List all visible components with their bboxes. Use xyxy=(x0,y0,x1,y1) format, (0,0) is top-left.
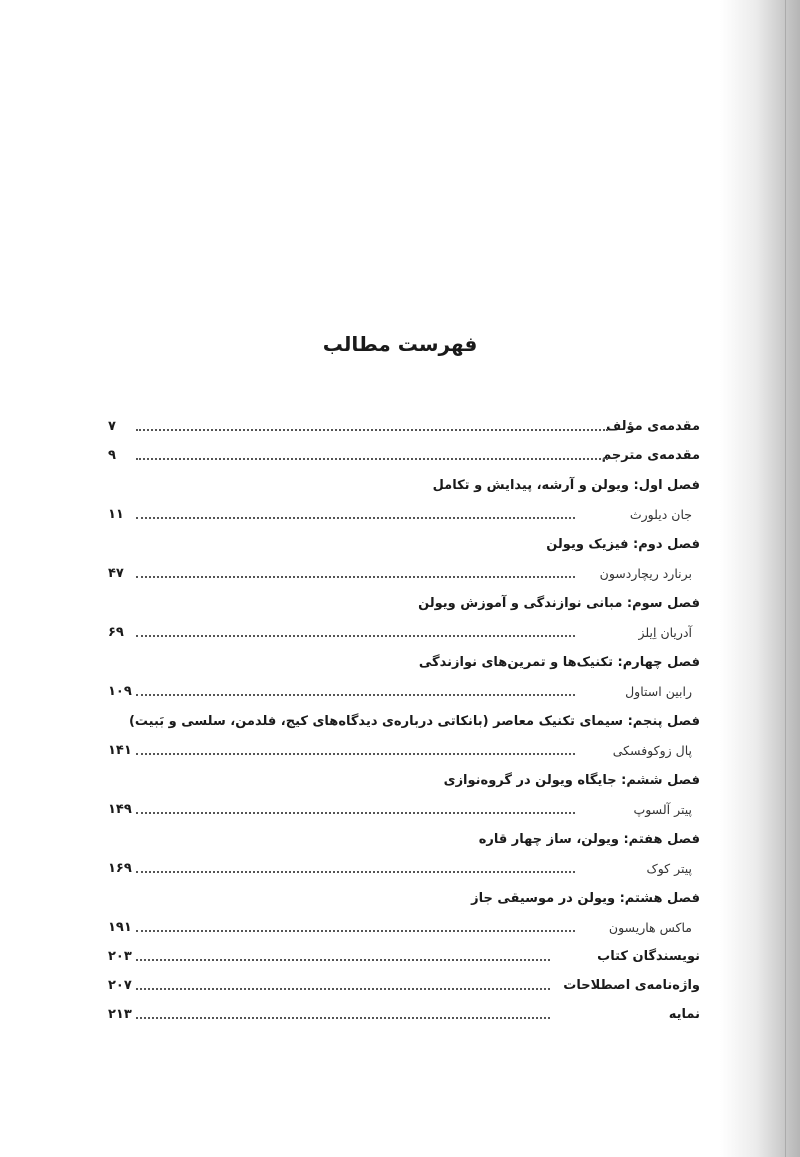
toc-page-number: ۶۹ xyxy=(108,625,124,640)
dot-leader xyxy=(136,871,575,873)
toc-author-name: رابین استاول xyxy=(625,684,692,699)
toc-entry-translator-preface xyxy=(108,439,700,468)
page-edge-line xyxy=(785,0,786,1157)
toc-chapter-8-author xyxy=(108,911,700,940)
toc-page-number: ۱۹۱ xyxy=(108,920,132,935)
dot-leader xyxy=(136,635,575,637)
toc-chapter-title: فصل هشتم: ویولن در موسیقی جاز xyxy=(471,891,700,906)
dot-leader xyxy=(136,517,575,519)
dot-leader xyxy=(136,988,550,990)
toc-entry-label: نمایه xyxy=(668,1007,700,1022)
toc-page-number: ۱۴۱ xyxy=(108,743,132,758)
toc-author-name: ماکس هاریسون xyxy=(608,920,692,935)
toc-chapter-title: فصل اول: ویولن و آرشه، پیدایش و تکامل xyxy=(432,478,700,493)
dot-leader xyxy=(136,429,608,431)
toc-chapter-1 xyxy=(108,468,700,498)
toc-page-number: ۲۱۳ xyxy=(108,1007,132,1022)
toc-chapter-3 xyxy=(108,586,700,616)
dot-leader xyxy=(136,812,575,814)
toc-chapter-5 xyxy=(108,704,700,734)
page-title: فهرست مطالب xyxy=(322,332,478,356)
dot-leader xyxy=(136,1017,550,1019)
toc-page-number: ۴۷ xyxy=(108,566,124,581)
toc-chapter-title: فصل ششم: جایگاه ویولن در گروه‌نوازی xyxy=(443,773,700,788)
toc-author-name: پیتر کوک xyxy=(646,861,692,876)
toc-chapter-title: فصل پنجم: سیمای تکنیک معاصر (بانکاتی درباره‌ی دیدگاه‌های کیج، فلدمن، سلسی و بَبیت) xyxy=(128,714,700,729)
toc-author-name: پال زوکوفسکی xyxy=(612,743,692,758)
toc-page-number: ۱۴۹ xyxy=(108,802,132,817)
dot-leader xyxy=(136,959,550,961)
toc-page-number: ۹ xyxy=(108,448,116,463)
toc-entry-label: مقدمه‌ی مترجم xyxy=(601,448,700,463)
toc-chapter-title: فصل دوم: فیزیک ویولن xyxy=(546,537,700,552)
toc-chapter-1-author xyxy=(108,498,700,527)
toc-author-name: جان دیلورث xyxy=(629,507,692,522)
toc-entry-author-preface xyxy=(108,410,700,439)
toc-chapter-title: فصل هفتم: ویولن، ساز چهار قاره xyxy=(478,832,700,847)
dot-leader xyxy=(136,458,608,460)
toc-page-number: ۱۶۹ xyxy=(108,861,132,876)
toc-chapter-6-author xyxy=(108,793,700,822)
toc-chapter-6 xyxy=(108,763,700,793)
toc-chapter-2 xyxy=(108,527,700,557)
toc-chapter-2-author xyxy=(108,557,700,586)
toc-page-number: ۱۰۹ xyxy=(108,684,132,699)
toc-chapter-4-author xyxy=(108,675,700,704)
dot-leader xyxy=(136,576,575,578)
dot-leader xyxy=(136,753,575,755)
dot-leader xyxy=(136,930,575,932)
table-of-contents xyxy=(108,410,700,1027)
toc-chapter-7-author xyxy=(108,852,700,881)
page-edge-shadow xyxy=(720,0,800,1157)
toc-chapter-8 xyxy=(108,881,700,911)
toc-chapter-7 xyxy=(108,822,700,852)
toc-page-number: ۲۰۷ xyxy=(108,978,132,993)
toc-chapter-3-author xyxy=(108,616,700,645)
toc-author-name: آدریان اِیلز xyxy=(638,625,692,640)
toc-entry-label: مقدمه‌ی مؤلف xyxy=(606,419,700,434)
toc-page-number: ۱۱ xyxy=(108,507,124,522)
toc-entry-label: واژه‌نامه‌ی اصطلاحات xyxy=(563,978,700,993)
toc-page-number: ۷ xyxy=(108,419,116,434)
toc-chapter-title: فصل چهارم: تکنیک‌ها و تمرین‌های نوازندگی xyxy=(418,655,700,670)
toc-entry-index xyxy=(108,998,700,1027)
toc-page-number: ۲۰۳ xyxy=(108,949,132,964)
toc-entry-contributors xyxy=(108,940,700,969)
toc-author-name: برنارد ریچاردسون xyxy=(599,566,692,581)
toc-author-name: پیتر آلسوپ xyxy=(633,802,692,817)
toc-chapter-title: فصل سوم: مبانی نوازندگی و آموزش ویولن xyxy=(418,596,700,611)
dot-leader xyxy=(136,694,575,696)
toc-entry-glossary xyxy=(108,969,700,998)
toc-chapter-5-author xyxy=(108,734,700,763)
toc-chapter-4 xyxy=(108,645,700,675)
toc-entry-label: نویسندگان کتاب xyxy=(597,949,700,964)
